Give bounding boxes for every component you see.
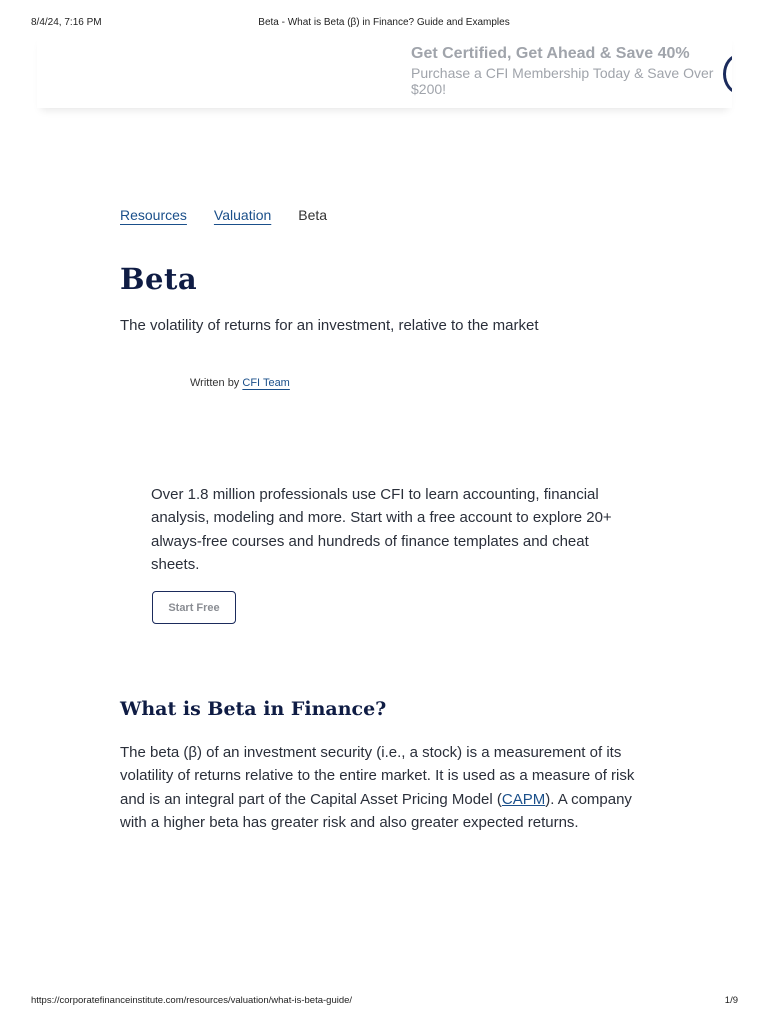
author-link[interactable]: CFI Team [242, 377, 290, 389]
promo-subtitle: Purchase a CFI Membership Today & Save Over $200! [411, 65, 714, 97]
start-free-button[interactable]: Start Free [152, 591, 236, 624]
promo-title: Get Certified, Get Ahead & Save 40% [411, 45, 690, 62]
byline [190, 377, 290, 389]
promo-banner[interactable] [37, 34, 732, 108]
page-subtitle: The volatility of returns for an investment, relative to the market [120, 317, 539, 334]
breadcrumb-valuation-link[interactable]: Valuation [213, 207, 272, 223]
promo-content[interactable] [411, 44, 721, 97]
print-header [0, 17, 768, 31]
page-title: Beta [120, 262, 198, 296]
cta-text: Over 1.8 million professionals use CFI to learn accounting, financial analysis, modeling and more. Start with a free account to explore 20+ always-free courses and hundreds of finance templates and cheat sheets. [151, 486, 612, 573]
print-document-title: Beta - What is Beta (β) in Finance? Guide and Examples [258, 17, 510, 28]
section-heading: What is Beta in Finance? [120, 698, 387, 720]
promo-arrow-icon[interactable] [723, 54, 732, 94]
para-text-after-link: ). A company with a higher beta has greater risk and also greater expected returns. [120, 790, 632, 831]
breadcrumb-resources-link[interactable]: Resources [120, 207, 187, 223]
print-url: https://corporatefinanceinstitute.com/resources/valuation/what-is-beta-guide/ [31, 995, 353, 1006]
print-date: 8/4/24, 7:16 PM [31, 17, 102, 28]
breadcrumb [120, 207, 327, 223]
breadcrumb-current: Beta [298, 207, 328, 223]
print-page-number: 1/9 [724, 995, 738, 1006]
print-footer [0, 995, 768, 1009]
para-text-before-link: The beta (β) of an investment security (i.e., a stock) is a measurement of its volatility of returns relative to the entire market. It is used as a measure of risk and is an integral part of the Capital Asset Pricing Model ( [120, 744, 635, 808]
byline-prefix: Written by [190, 377, 240, 389]
body-paragraph [120, 741, 642, 834]
capm-link[interactable]: CAPM [501, 790, 546, 808]
